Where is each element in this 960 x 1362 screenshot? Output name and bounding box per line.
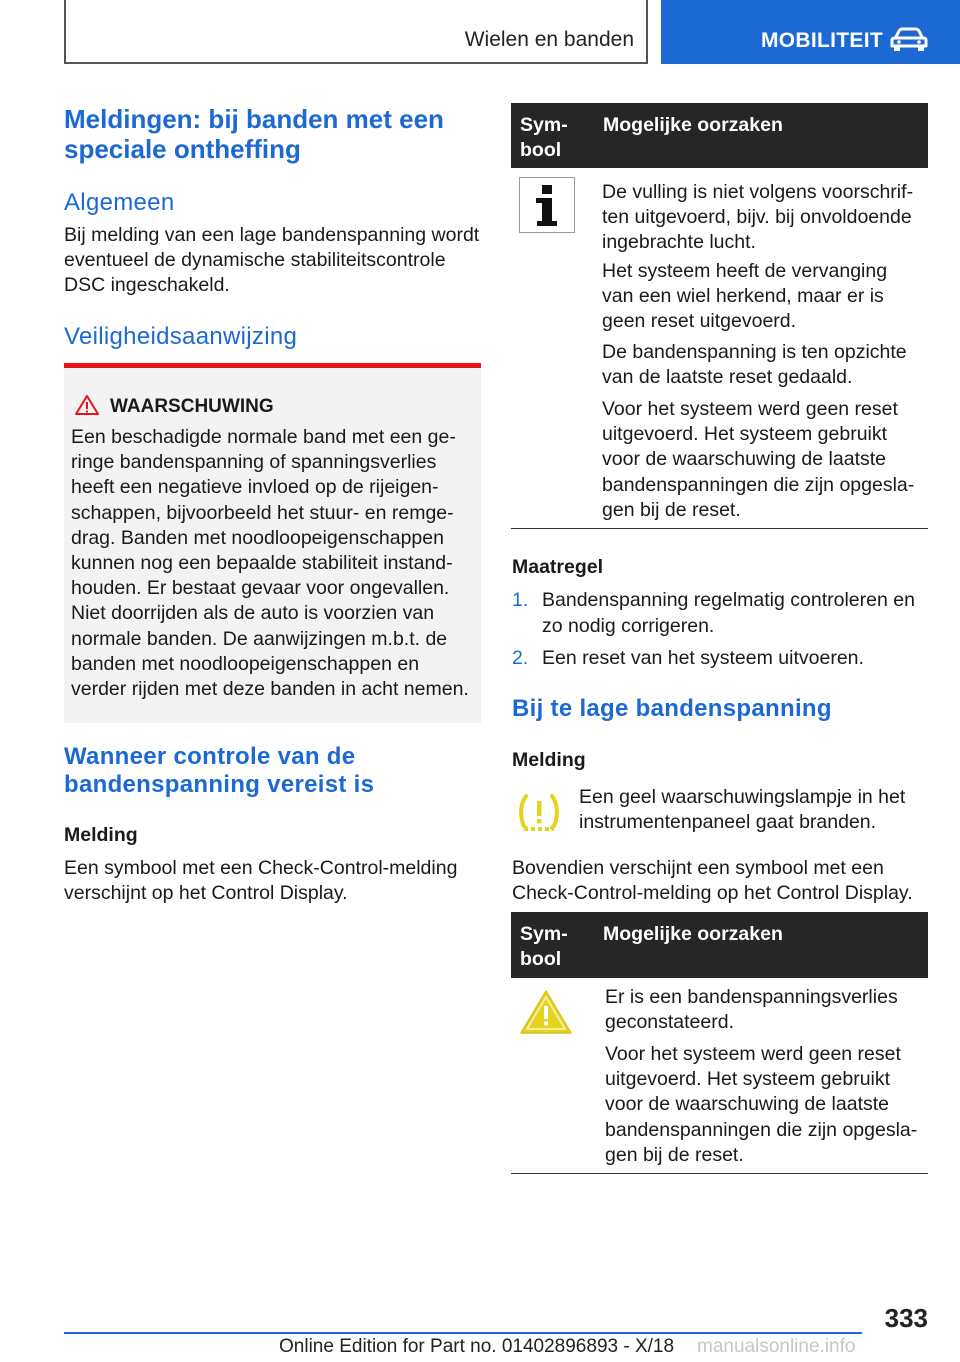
message-text: Een symbool met een Check-Control-melding verschijnt op het Control Display. xyxy=(64,857,458,904)
info-icon xyxy=(519,177,575,233)
table1-col-causes: Mogelijke oorzaken xyxy=(603,114,783,136)
step-number: 1. xyxy=(512,589,529,611)
table1-cause-4: Voor het systeem werd geen reset uitgevoerd. Het systeem gebruikt voor de waarschuwing de laatste bandenspanningen die zijn opgeslagen bij de reset. xyxy=(602,398,915,521)
table2-header xyxy=(511,912,928,978)
low-pressure-lamp-text: Een geel waarschuwingslampje in het instrumentenpaneel gaat branden. xyxy=(579,786,906,834)
low-pressure-extra-text: Bovendien verschijnt een symbool met een Check-Control-melding op het Control Display. xyxy=(512,857,913,904)
table1-bottom-rule xyxy=(511,528,928,529)
table1-col-symbol: Symbool xyxy=(520,114,568,161)
step-text: Een reset van het systeem uitvoeren. xyxy=(542,647,864,669)
header-chapter-title: MOBILITEIT xyxy=(761,29,883,52)
table1-cause-1: De vulling is niet volgens voorschriften uitgevoerd, bijv. bij onvoldoende ingebrachte lucht. xyxy=(602,181,914,254)
footer-edition: Online Edition for Part no. 01402896893 - X/18 xyxy=(279,1336,675,1357)
warning-triangle-icon xyxy=(518,988,574,1036)
table2-bottom-rule xyxy=(511,1173,928,1174)
step-number: 2. xyxy=(512,647,529,669)
general-text: Bij melding van een lage bandenspanning wordt eventueel de dynamische stabiliteitscontrole DSC ingeschakeld. xyxy=(64,224,480,296)
warning-label: WAARSCHUWING xyxy=(110,396,274,417)
table2-col-symbol: Symbool xyxy=(520,923,568,970)
table2-cause-1: Er is een bandenspanningsverlies geconstateerd. xyxy=(605,986,898,1034)
table1-cause-2: Het systeem heeft de vervanging van een wiel herkend, maar er is geen reset uitgevoerd. xyxy=(602,260,888,333)
table1-cause-3: De bandenspanning is ten opzichte van de laatste reset gedaald. xyxy=(602,341,907,389)
warning-icon xyxy=(74,394,100,416)
warning-box xyxy=(64,363,481,723)
footer-watermark: manualsonline.info xyxy=(697,1336,856,1357)
low-pressure-message-label: Melding xyxy=(512,749,586,771)
step-text: Bandenspanning regelmatig controleren en zo nodig corrigeren. xyxy=(542,589,915,637)
table1-header xyxy=(511,103,928,168)
low-pressure-heading: Bij te lage bandenspanning xyxy=(512,695,832,722)
list-item xyxy=(512,588,928,639)
message-label: Melding xyxy=(64,824,138,846)
measures-list xyxy=(512,588,928,679)
tire-pressure-warning-icon xyxy=(516,792,562,836)
general-heading: Algemeen xyxy=(64,189,175,216)
header-chapter-tab[interactable] xyxy=(661,0,960,64)
measures-heading: Maatregel xyxy=(512,556,604,578)
page-title: Meldingen: bij banden met een speciale ontheffing xyxy=(64,104,444,164)
car-icon xyxy=(889,27,929,53)
list-item xyxy=(512,646,928,672)
footer-rule xyxy=(64,1332,862,1334)
header-section-title: Wielen en banden xyxy=(464,28,634,51)
table2-cause-2: Voor het systeem werd geen reset uitgevoerd. Het systeem gebruikt voor de waarschuwing de laatste bandenspanningen die zijn opgeslagen bij de reset. xyxy=(605,1043,918,1166)
table2-col-causes: Mogelijke oorzaken xyxy=(603,923,783,945)
header-section-box xyxy=(64,0,648,64)
page-number: 333 xyxy=(884,1303,928,1333)
warning-text: Een beschadigde normale band met een geringe bandenspanning of spanningsverlies heeft een negatieve invloed op de rijeigenschappen, bijvoorbeeld het stuur- en remgedrag. Banden met noodloopeigenschappen kunnen nog een bepaalde stabiliteit instandhouden. Er bestaat gevaar voor ongevallen. Niet doorrijden als de auto is voorzien van normale banden. De aanwijzingen m.b.t. de banden met noodloopeigenschappen en verder rijden met deze banden in acht nemen. xyxy=(71,426,469,701)
check-heading: Wanneer controle van de bandenspanning vereist is xyxy=(64,743,375,798)
safety-heading: Veiligheidsaanwijzing xyxy=(64,323,298,350)
